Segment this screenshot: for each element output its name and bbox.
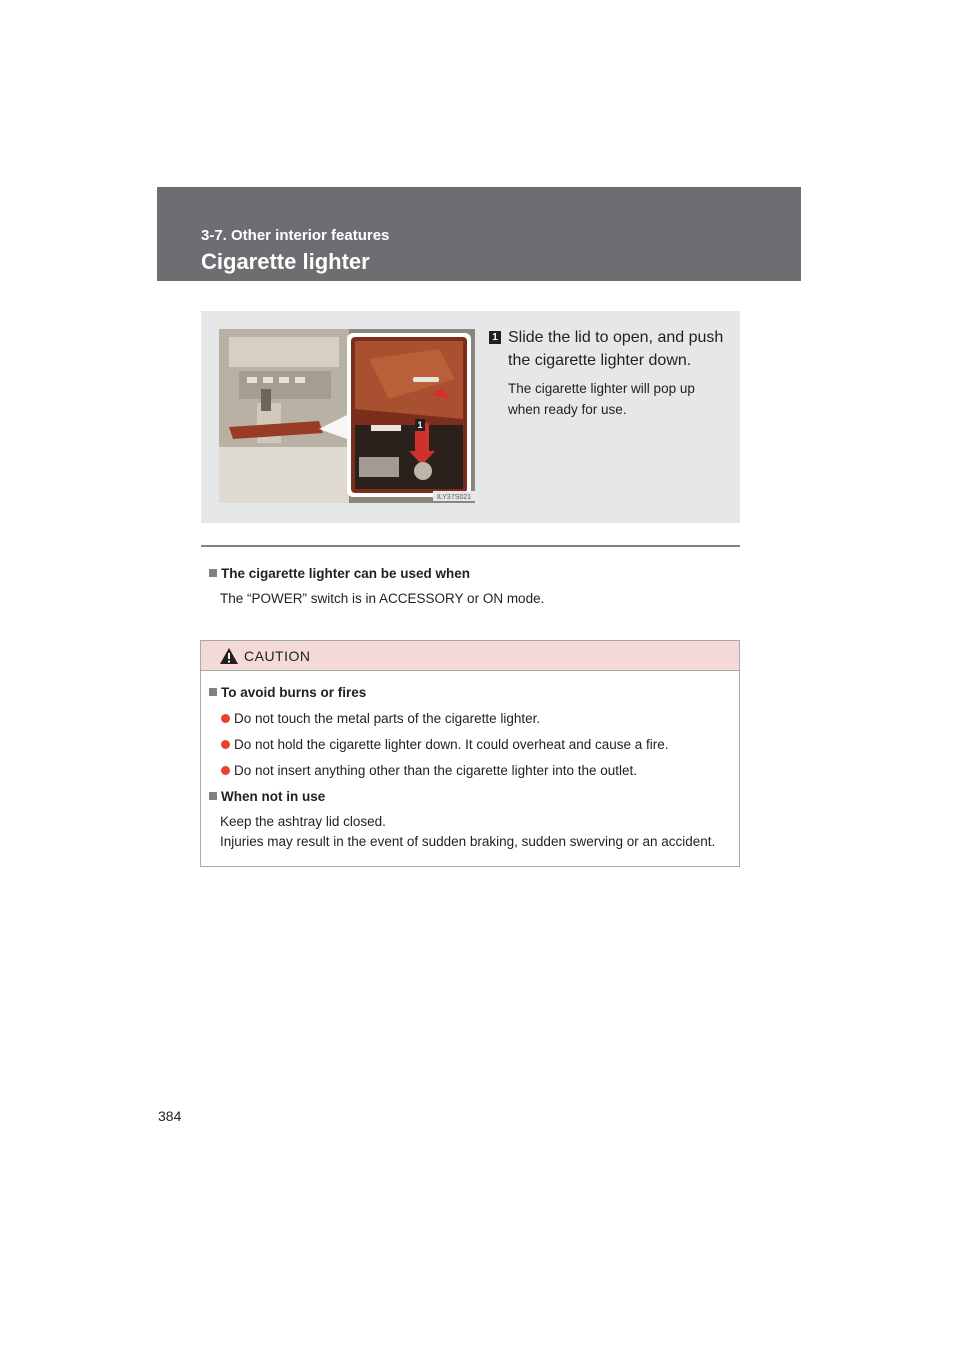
page-title: Cigarette lighter (201, 249, 370, 274)
caution-bullet-text: Do not hold the cigarette lighter down. It could overheat and cause a fire. (234, 737, 669, 752)
round-bullet-icon (221, 766, 230, 775)
caution-bullet-text: Do not insert anything other than the cigarette lighter into the outlet. (234, 763, 638, 778)
svg-text:1: 1 (417, 420, 423, 430)
note-heading (209, 566, 470, 581)
page-number: 384 (158, 1108, 182, 1124)
caution-heading-burns (209, 685, 366, 700)
caution-label: CAUTION (244, 648, 311, 664)
section-label: 3-7. Other interior features (201, 227, 390, 244)
square-bullet-icon (209, 688, 217, 696)
step-number-badge: 1 (489, 331, 501, 344)
caution-bullet (221, 711, 540, 726)
note-text: The “POWER” switch is in ACCESSORY or ON mode. (220, 591, 545, 606)
square-bullet-icon (209, 792, 217, 800)
caution-heading-text: To avoid burns or fires (221, 685, 367, 700)
caution-bullet (221, 737, 669, 752)
console-illustration (219, 329, 475, 503)
square-bullet-icon (209, 569, 217, 577)
image-code: ILY37S021 (436, 494, 472, 501)
caution-bullet (221, 763, 637, 778)
step-note: The cigarette lighter will pop up when ready for use. (508, 381, 695, 417)
caution-bullet-text: Do not touch the metal parts of the cigarette lighter. (234, 711, 541, 726)
round-bullet-icon (221, 714, 230, 723)
chapter-header (157, 187, 801, 281)
section-divider (201, 545, 740, 547)
warning-triangle-icon (219, 647, 239, 665)
step-instruction: Slide the lid to open, and push the cigarette lighter down. (508, 329, 724, 369)
caution-heading-text: When not in use (221, 789, 326, 804)
note-heading-text: The cigarette lighter can be used when (221, 566, 471, 581)
caution-text: Keep the ashtray lid closed. (220, 814, 386, 829)
caution-box (200, 640, 740, 867)
caution-header (201, 641, 739, 671)
caution-heading-not-in-use (209, 789, 325, 804)
caution-text: Injuries may result in the event of sudden braking, sudden swerving or an accident. (220, 834, 716, 849)
figure-box (201, 311, 740, 523)
round-bullet-icon (221, 740, 230, 749)
